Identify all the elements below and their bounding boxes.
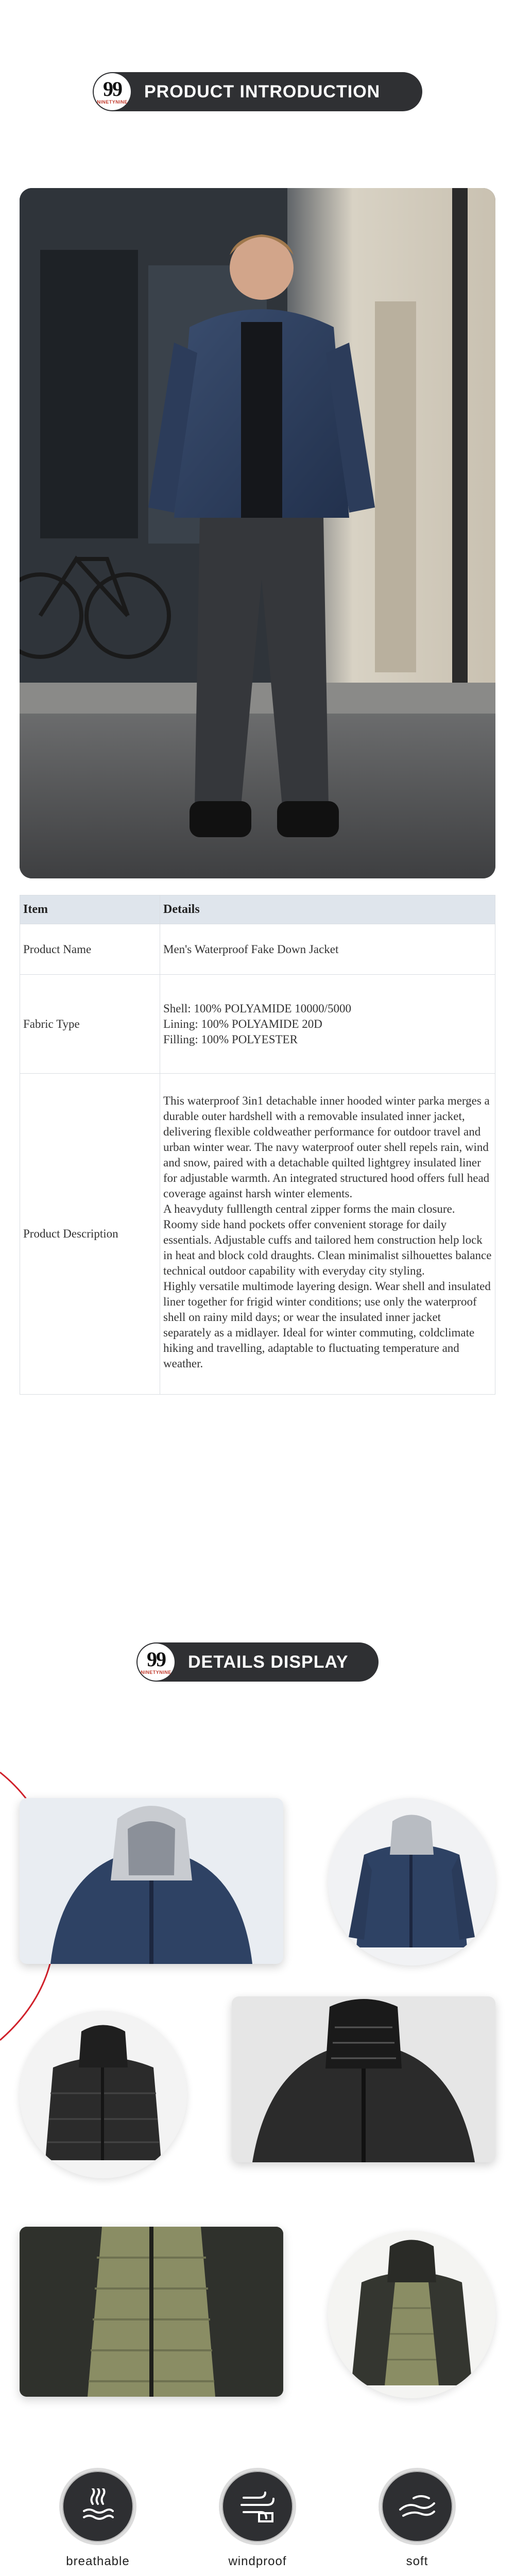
- section-header-details: [136, 1642, 379, 1682]
- feature-windproof: [191, 2468, 324, 2568]
- table-value: This waterproof 3in1 detachable inner hooded winter parka merges a durable outer hardshell with a removable insulated inner jacket, delivering flexible coldweather performance for outdoor travel and urban winter wear. The navy waterproof outer shell repels rain, wind and snow, paired with a detachable quilted lightgrey insulated liner for adjustable warmth. An integrated structured hood offers full head coverage against harsh winter elements. A heavyduty fulllength central zipper forms the main closure. Roomy side hand pockets offer convenient storage for daily essentials. Adjustable cuffs and tailored hem construction help lock in heat and block cold draughts. Clean minimalist silhouettes balance technical outdoor capability with everyday city styling. Highly versatile multimode layering design. Wear shell and insulated liner together for frigid winter conditions; use only the waterproof shell on rainy mild days; or wear the insulated inner jacket separately as a midlayer. Ideal for winter commuting, coldclimate hiking and travelling, adaptable to fluctuating temperature and weather.: [160, 1074, 495, 1395]
- hero-model-photo: [20, 188, 495, 878]
- table-row: [20, 924, 495, 975]
- detail-photo-open-jacket: [328, 2231, 495, 2398]
- detail-photo-black-puffer: [20, 2011, 187, 2178]
- table-value: Shell: 100% POLYAMIDE 10000/5000 Lining: 100% POLYAMIDE 20D Filling: 100% POLYESTER: [160, 975, 495, 1074]
- section-title: DETAILS DISPLAY: [188, 1652, 349, 1672]
- detail-photo-olive-lining: [20, 2227, 283, 2397]
- table-header: Item: [20, 895, 160, 924]
- brand-logo: 99 NINETYNINE: [94, 73, 131, 110]
- table-header: Details: [160, 895, 495, 924]
- feature-breathable: [31, 2468, 165, 2568]
- section-title: PRODUCT INTRODUCTION: [144, 81, 381, 101]
- table-value: Men's Waterproof Fake Down Jacket: [160, 924, 495, 975]
- detail-photo-navy-hood: [20, 1798, 283, 1964]
- table-header-row: [20, 895, 495, 924]
- breathable-icon: [59, 2468, 136, 2545]
- feature-soft: [350, 2468, 484, 2568]
- table-key: Fabric Type: [20, 975, 160, 1074]
- table-row: [20, 1074, 495, 1395]
- section-header-intro: [93, 72, 422, 111]
- brand-logo: 99 NINETYNINE: [138, 1643, 175, 1681]
- detail-photo-black-collar: [232, 1996, 495, 2162]
- feature-label: windproof: [228, 2554, 287, 2568]
- table-key: Product Name: [20, 924, 160, 975]
- feature-label: soft: [406, 2554, 428, 2568]
- windproof-icon: [219, 2468, 296, 2545]
- table-key: Product Description: [20, 1074, 160, 1395]
- spec-table: [20, 895, 495, 1395]
- detail-photo-navy-jacket: [328, 1798, 495, 1965]
- feature-label: breathable: [66, 2554, 130, 2568]
- table-row: [20, 975, 495, 1074]
- soft-icon: [379, 2468, 456, 2545]
